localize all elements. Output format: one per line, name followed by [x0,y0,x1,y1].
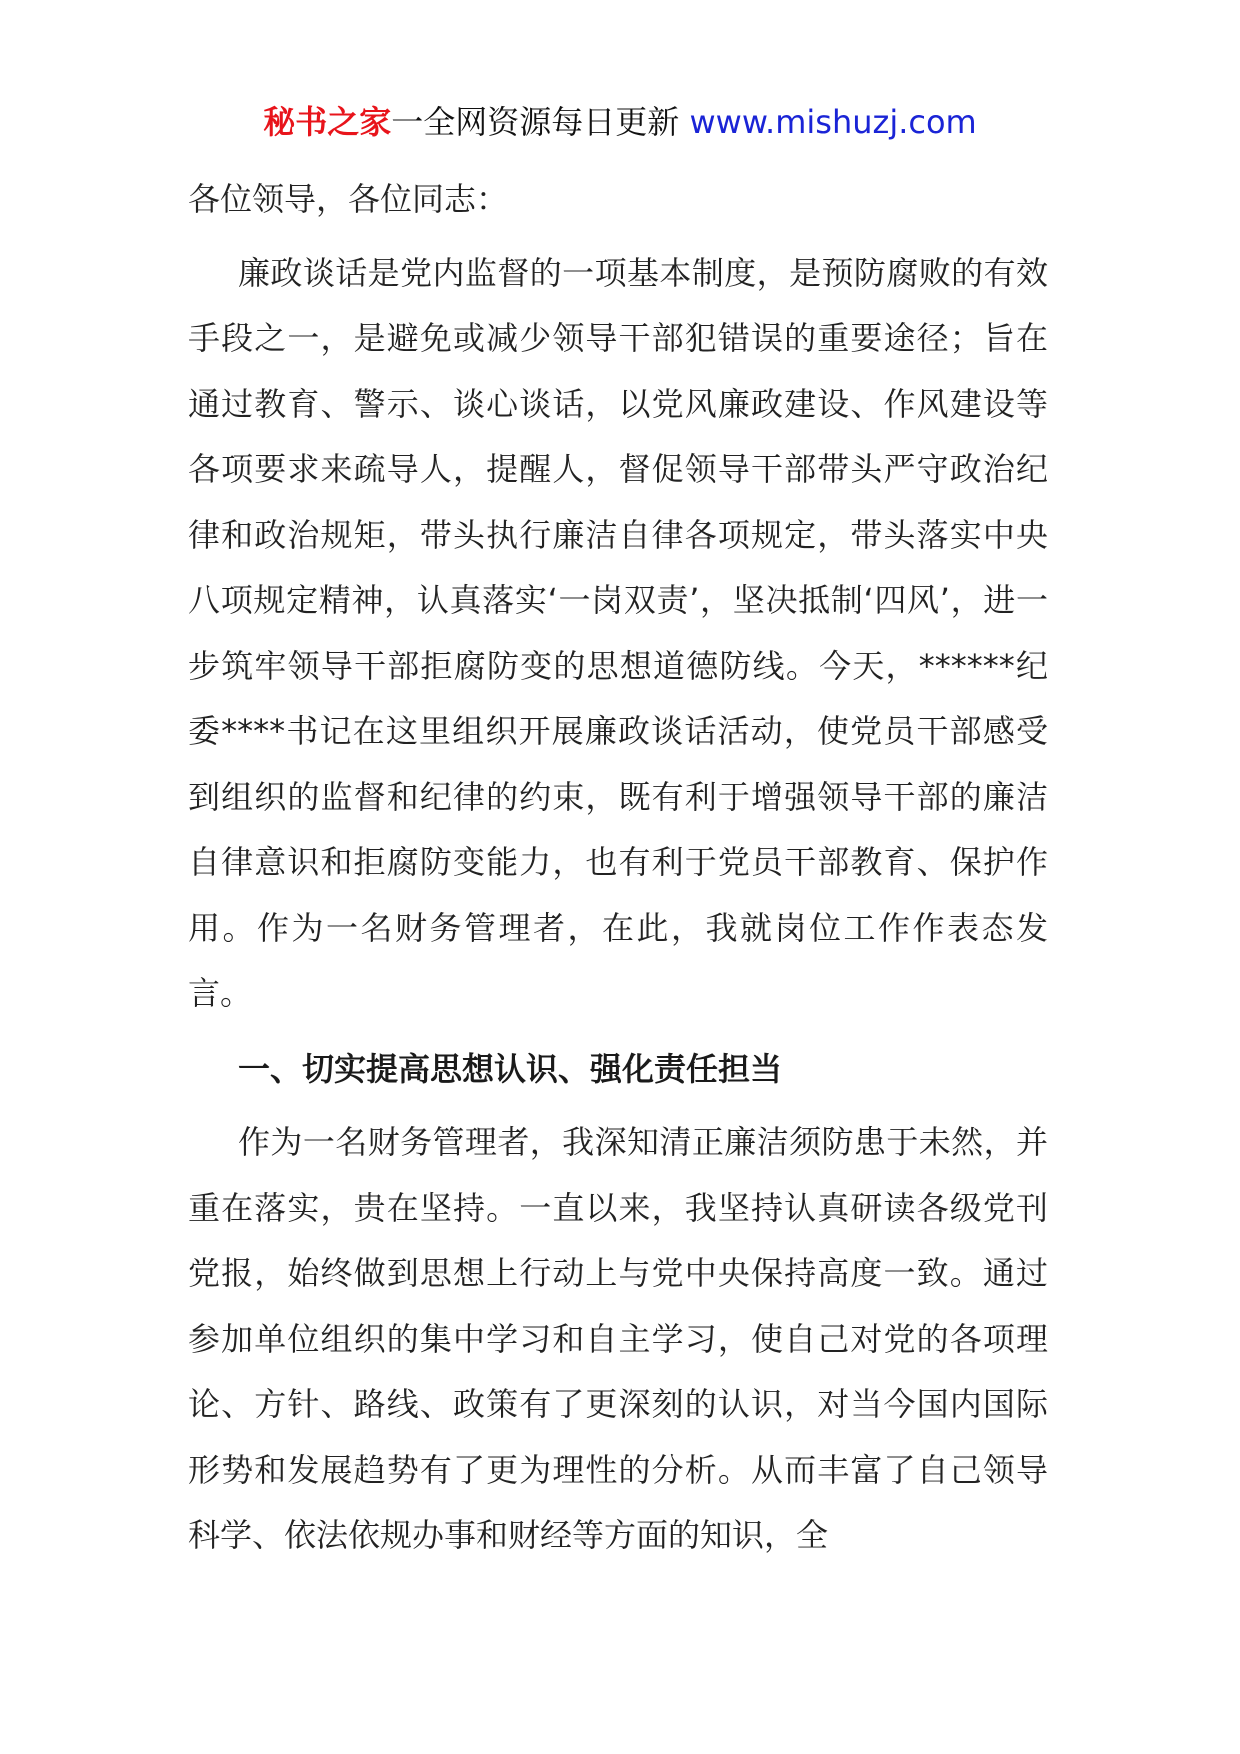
document-body [188,167,1048,1569]
section-heading-1: 一、切实提高思想认识、强化责任担当 [238,1049,783,1088]
brand-name: 秘书之家 [263,103,392,141]
intro-paragraph: 廉政谈话是党内监督的一项基本制度，是预防腐败的有效手段之一，是避免或减少领导干部犯错误的重要途径；旨在通过教育、警示、谈心谈话，以党风廉政建设、作风建设等各项要求来疏导人，提醒人，督促领导干部带头严守政治纪律和政治规矩，带头执行廉洁自律各项规定，带头落实中央八项规定精神，认真落实‘一岗双责’，坚决抵制‘四风’，进一步筑牢领导干部拒腐防变的思想道德防线。今天，******纪委****书记在这里组织开展廉政谈话活动，使党员干部感受到组织的监督和纪律的约束，既有利于增强领导干部的廉洁自律意识和拒腐防变能力，也有利于党员干部教育、保护作用。作为一名财务管理者，在此，我就岗位工作作表态发言。 [188,253,1048,1012]
section-1-paragraph: 作为一名财务管理者，我深知清正廉洁须防患于未然，并重在落实，贵在坚持。一直以来，我坚持认真研读各级党刊党报，始终做到思想上行动上与党中央保持高度一致。通过参加单位组织的集中学习和自主学习，使自己对党的各项理论、方针、路线、政策有了更深刻的认识，对当今国内国际形势和发展趋势有了更为理性的分析。从而丰富了自己领导科学、依法依规办事和财经等方面的知识，全 [188,1123,1048,1554]
header-slogan: 一全网资源每日更新 [391,103,680,141]
site-url[interactable]: www.mishuzj.com [689,103,977,141]
greeting: 各位领导，各位同志： [188,180,509,218]
watermark-header [0,100,1240,144]
